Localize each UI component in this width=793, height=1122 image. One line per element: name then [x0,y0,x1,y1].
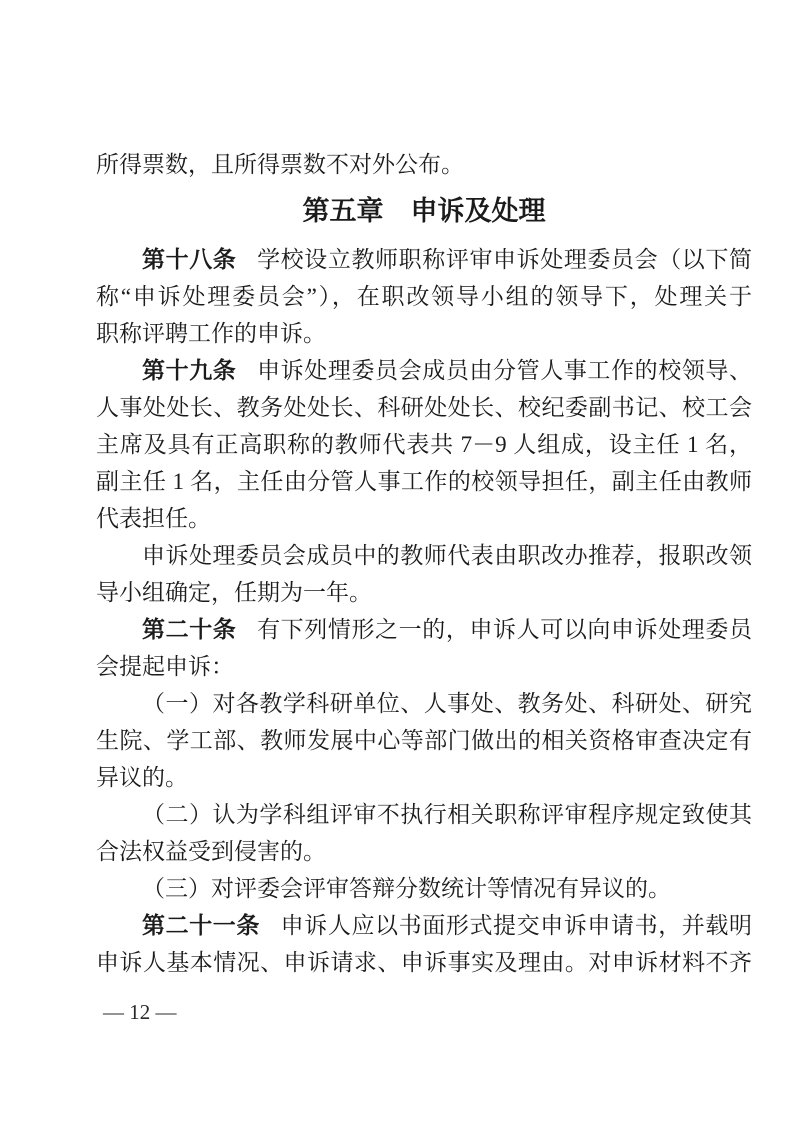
text-line [96,463,752,500]
line-text: 申诉处理委员会成员由分管人事工作的校领导、 [257,358,753,383]
text-line [96,870,752,907]
page-number: — 12 — [103,1000,177,1024]
text-line [96,426,752,463]
line-text: 申诉人基本情况、申诉请求、申诉事实及理由。对申诉材料不齐 [96,950,752,975]
line-text: 申诉人应以书面形式提交申诉申请书，并载明 [280,913,753,938]
line-text: 称“申诉处理委员会”），在职改领导小组的领导下，处理关于 [96,284,752,309]
line-text: 会提起申诉： [96,654,234,679]
line-text: 生院、学工部、教师发展中心等部门做出的相关资格审查决定有 [96,728,752,753]
text-line [96,389,752,426]
text-line [96,944,752,981]
line-text: （二）认为学科组评审不执行相关职称评审程序规定致使其 [142,802,752,827]
line-text: 人事处处长、教务处处长、科研处处长、校纪委副书记、校工会 [96,395,752,420]
text-block [96,146,752,981]
body-lines [96,241,752,981]
line-text: （一）对各教学科研单位、人事处、教务处、科研处、研究 [142,691,752,716]
article-term: 第二十条 [142,616,237,642]
text-line [96,796,752,833]
text-line [96,352,752,389]
text-line [96,537,752,574]
text-line [96,574,752,611]
article-term: 第十九条 [142,357,237,383]
line-text: 有下列情形之一的，申诉人可以向申诉处理委员 [257,617,753,642]
line-text: 合法权益受到侵害的。 [96,839,326,864]
text-line [96,315,752,352]
text-line [96,611,752,648]
line-text: 副主任 1 名，主任由分管人事工作的校领导担任，副主任由教师 [96,469,752,494]
text-line [96,648,752,685]
text-line [96,907,752,944]
line-text: 职称评聘工作的申诉。 [96,321,326,346]
text-line [96,278,752,315]
text-line [96,500,752,537]
line-text: 导小组确定，任期为一年。 [96,580,372,605]
text-line [96,759,752,796]
line-text: 主席及具有正高职称的教师代表共 7－9 人组成，设主任 1 名， [96,432,752,457]
text-line [96,833,752,870]
line-text: 申诉处理委员会成员中的教师代表由职改办推荐，报职改领 [142,543,752,568]
text-line [96,241,752,278]
line-text: 代表担任。 [96,506,211,531]
article-term: 第二十一条 [142,912,260,938]
lead-paragraph-line [96,146,752,183]
text-line [96,722,752,759]
text-line [96,685,752,722]
article-term: 第十八条 [142,246,237,272]
chapter-heading: 第五章 申诉及处理 [302,196,546,226]
text-line: 所得票数，且所得票数不对外公布。 [96,152,464,177]
line-text: 异议的。 [96,765,188,790]
line-text: （三）对评委会评审答辩分数统计等情况有异议的。 [142,876,671,901]
line-text: 学校设立教师职称评审申诉处理委员会（以下简 [257,247,753,272]
